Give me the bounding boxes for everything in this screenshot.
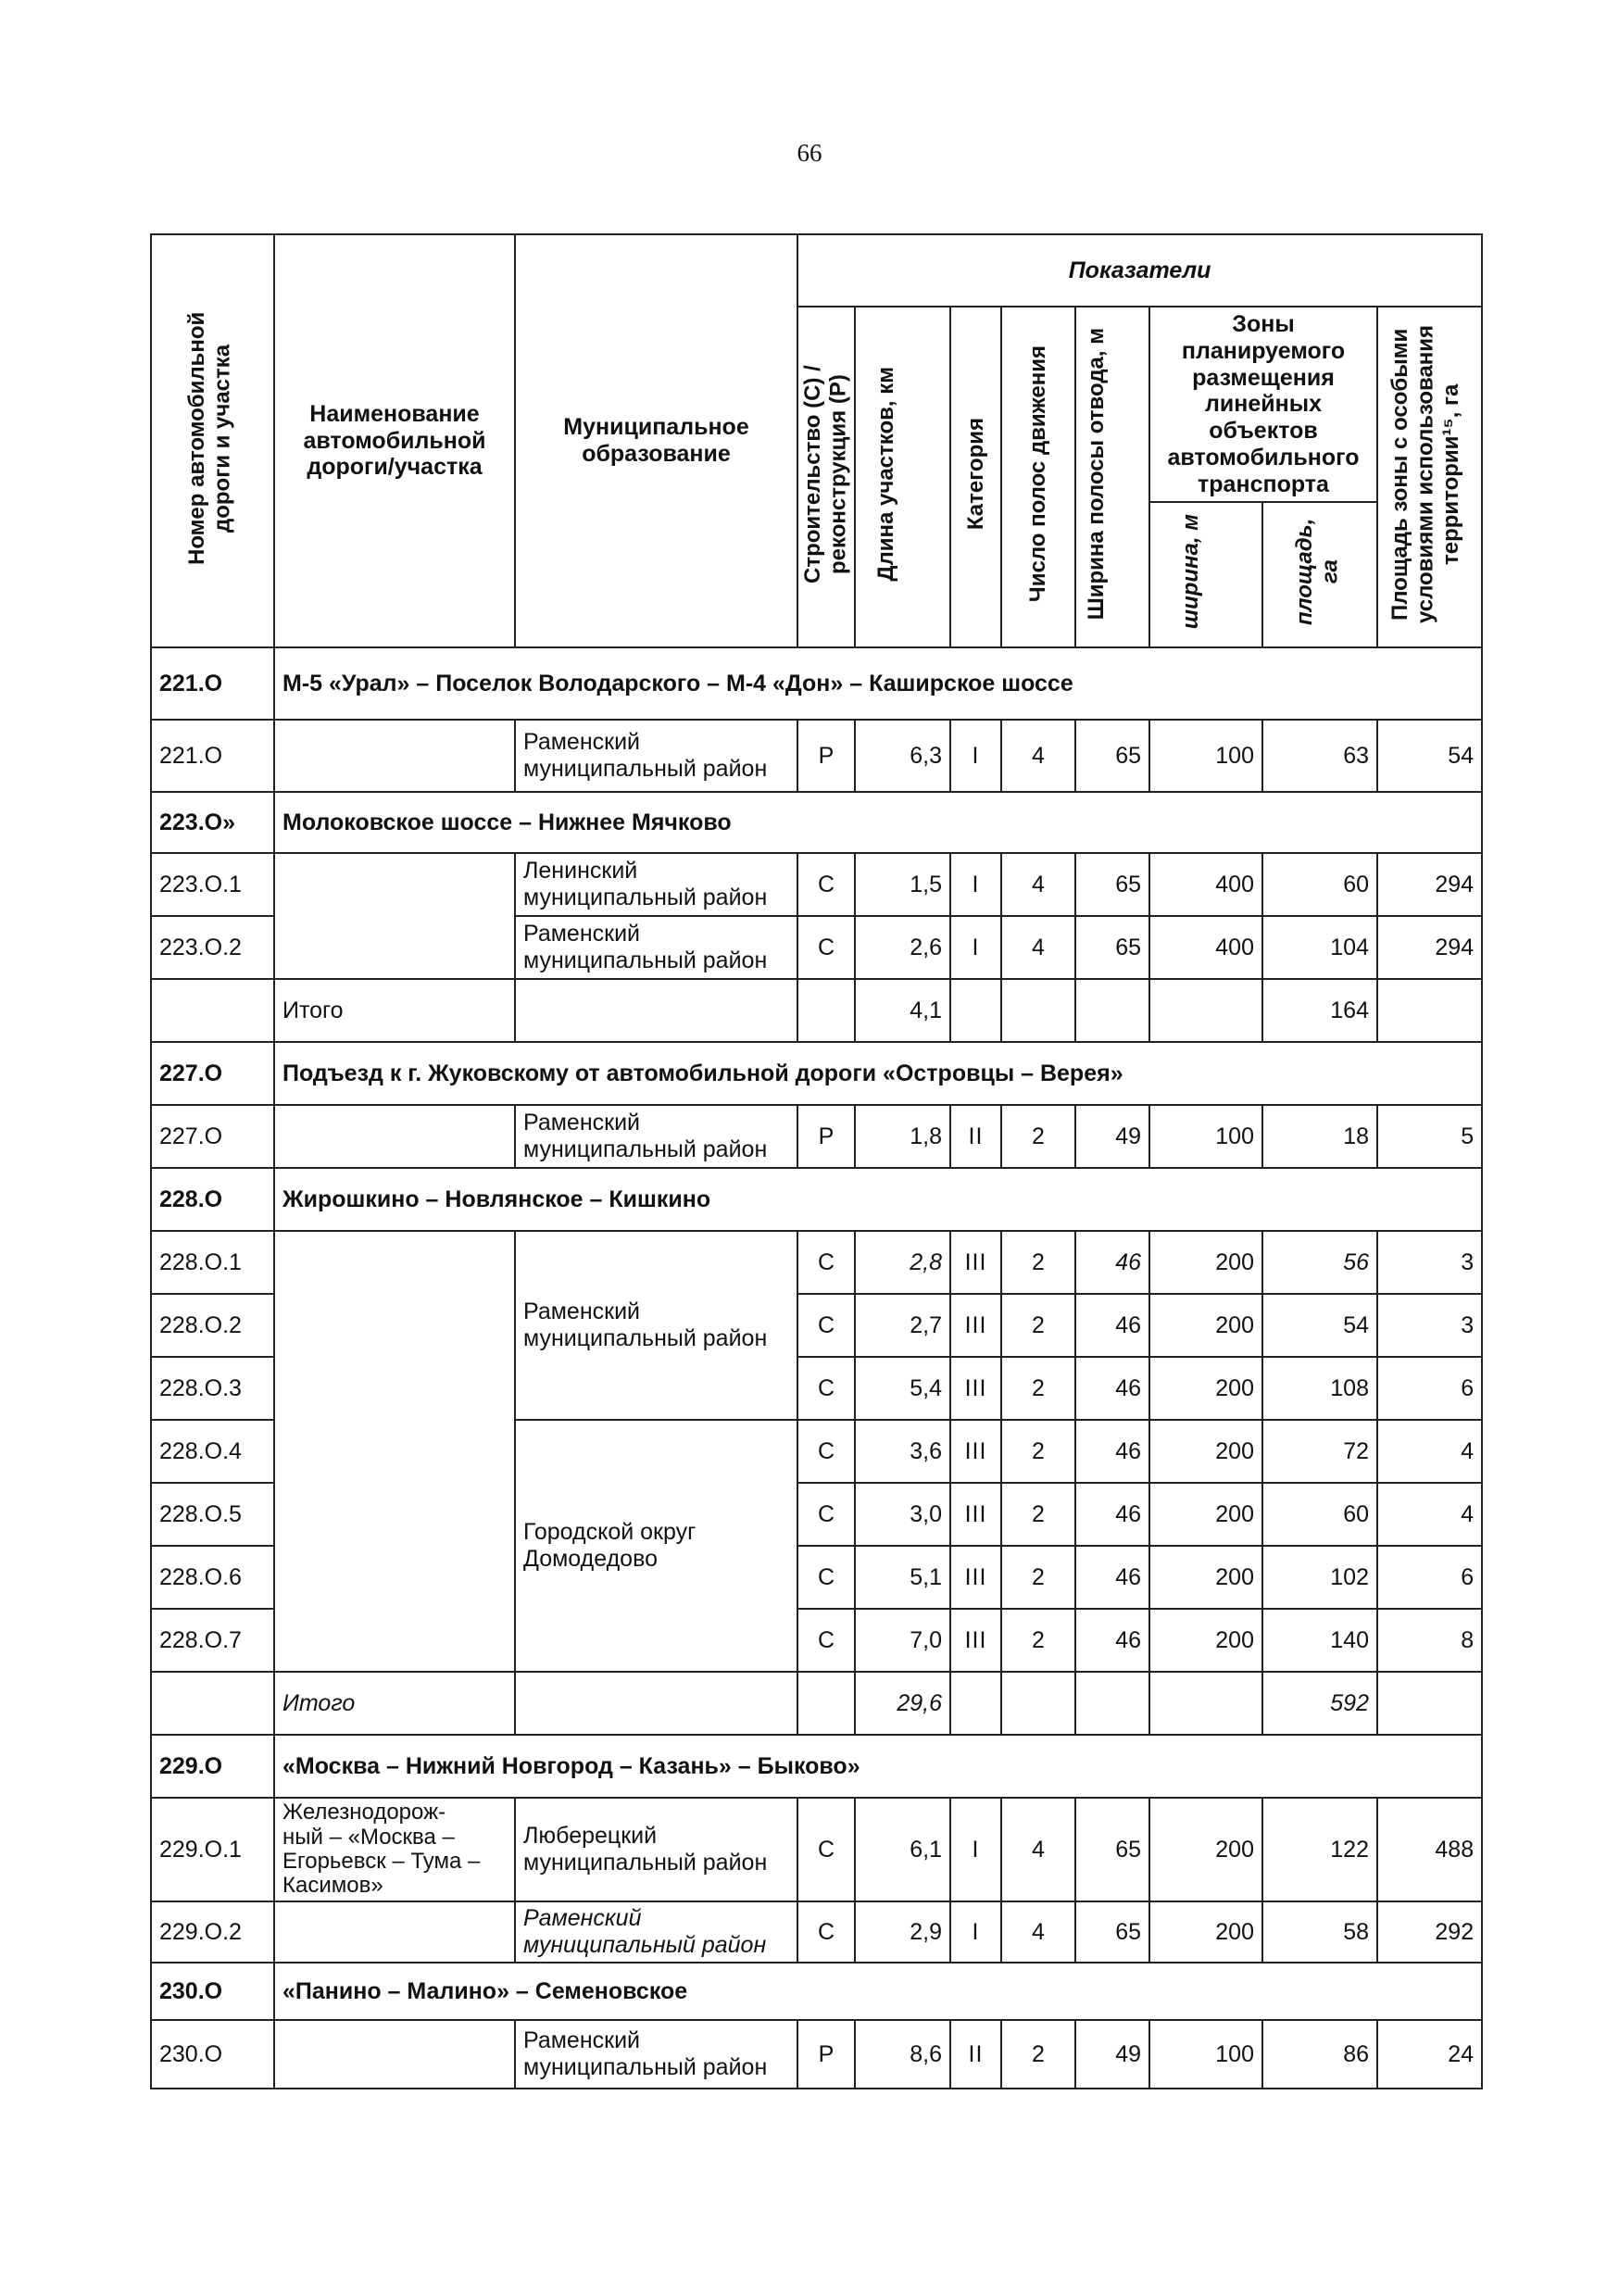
section-title: М-5 «Урал» – Поселок Володарского – М-4 «Дон» – Каширское шоссе xyxy=(274,647,1482,720)
row-type: С xyxy=(797,1901,855,1963)
row-name xyxy=(274,853,515,979)
row-zone-area: 56 xyxy=(1262,1231,1377,1294)
row-length: 2,9 xyxy=(855,1901,950,1963)
row-lanes: 2 xyxy=(1001,1420,1075,1483)
row-row-width: 65 xyxy=(1075,916,1149,979)
row-row-width: 49 xyxy=(1075,1105,1149,1168)
table-row xyxy=(151,1105,1482,1168)
row-code: 228.О.2 xyxy=(151,1294,274,1357)
row-row-width: 65 xyxy=(1075,720,1149,792)
header-road-name: Наименование автомобильной дороги/участка xyxy=(274,234,515,647)
row-code: 221.О xyxy=(151,720,274,792)
row-category: I xyxy=(950,1798,1001,1901)
row-type: С xyxy=(797,1420,855,1483)
row-length: 3,6 xyxy=(855,1420,950,1483)
section-code: 223.О» xyxy=(151,792,274,853)
row-special: 294 xyxy=(1377,853,1482,916)
section-row xyxy=(151,1735,1482,1798)
row-special: 3 xyxy=(1377,1231,1482,1294)
row-zone-area: 86 xyxy=(1262,2020,1377,2089)
row-lanes: 4 xyxy=(1001,853,1075,916)
row-name xyxy=(274,1231,515,1672)
row-municipality: Городской округ Домодедово xyxy=(515,1420,797,1672)
row-category: III xyxy=(950,1231,1001,1294)
row-zone-area: 54 xyxy=(1262,1294,1377,1357)
row-code: 228.О.1 xyxy=(151,1231,274,1294)
header-special-zone: Площадь зоны с особыми условиями использования территории¹⁵, га xyxy=(1377,307,1482,647)
row-code: 230.О xyxy=(151,2020,274,2089)
row-code: 229.О.1 xyxy=(151,1798,274,1901)
total-zone-area: 592 xyxy=(1262,1672,1377,1735)
row-zone-width: 200 xyxy=(1149,1357,1262,1420)
section-title: Молоковское шоссе – Нижнее Мячково xyxy=(274,792,1482,853)
row-type: Р xyxy=(797,2020,855,2089)
row-category: III xyxy=(950,1546,1001,1609)
row-zone-width: 100 xyxy=(1149,720,1262,792)
row-category: I xyxy=(950,853,1001,916)
row-length: 5,1 xyxy=(855,1546,950,1609)
row-type: С xyxy=(797,1357,855,1420)
section-code: 221.О xyxy=(151,647,274,720)
row-type: С xyxy=(797,1231,855,1294)
row-type: Р xyxy=(797,1105,855,1168)
row-category: I xyxy=(950,1901,1001,1963)
header-zone-width: ширина, м xyxy=(1149,502,1262,647)
row-row-width: 46 xyxy=(1075,1483,1149,1546)
row-zone-width: 400 xyxy=(1149,853,1262,916)
row-lanes: 2 xyxy=(1001,1483,1075,1546)
table-row xyxy=(151,853,1482,916)
row-zone-area: 60 xyxy=(1262,853,1377,916)
row-zone-width: 200 xyxy=(1149,1609,1262,1672)
row-zone-width: 400 xyxy=(1149,916,1262,979)
row-code: 228.О.3 xyxy=(151,1357,274,1420)
header-row-width: Ширина полосы отвода, м xyxy=(1075,307,1149,647)
row-lanes: 4 xyxy=(1001,1798,1075,1901)
section-row xyxy=(151,1168,1482,1231)
row-special: 8 xyxy=(1377,1609,1482,1672)
row-type: С xyxy=(797,1798,855,1901)
row-zone-area: 58 xyxy=(1262,1901,1377,1963)
row-zone-width: 200 xyxy=(1149,1546,1262,1609)
row-length: 7,0 xyxy=(855,1609,950,1672)
row-code: 228.О.5 xyxy=(151,1483,274,1546)
row-length: 5,4 xyxy=(855,1357,950,1420)
header-lanes: Число полос движения xyxy=(1001,307,1075,647)
row-zone-area: 108 xyxy=(1262,1357,1377,1420)
row-municipality: Ленинский муниципальный район xyxy=(515,853,797,916)
row-category: III xyxy=(950,1294,1001,1357)
row-zone-area: 60 xyxy=(1262,1483,1377,1546)
row-length: 1,8 xyxy=(855,1105,950,1168)
row-zone-area: 72 xyxy=(1262,1420,1377,1483)
row-lanes: 4 xyxy=(1001,720,1075,792)
section-code: 229.О xyxy=(151,1735,274,1798)
header-zone-area: площадь, га xyxy=(1262,502,1377,647)
table-row xyxy=(151,2020,1482,2089)
row-special: 6 xyxy=(1377,1357,1482,1420)
total-length: 29,6 xyxy=(855,1672,950,1735)
row-length: 6,3 xyxy=(855,720,950,792)
row-type: С xyxy=(797,853,855,916)
row-zone-area: 140 xyxy=(1262,1609,1377,1672)
row-row-width: 65 xyxy=(1075,853,1149,916)
header-construction: Строительство (С) / реконструкция (Р) xyxy=(797,307,855,647)
row-category: II xyxy=(950,2020,1001,2089)
row-municipality: Раменский муниципальный район xyxy=(515,2020,797,2089)
row-special: 292 xyxy=(1377,1901,1482,1963)
row-special: 6 xyxy=(1377,1546,1482,1609)
row-length: 2,7 xyxy=(855,1294,950,1357)
section-row xyxy=(151,647,1482,720)
row-zone-width: 200 xyxy=(1149,1798,1262,1901)
row-municipality: Раменский муниципальный район xyxy=(515,1231,797,1420)
row-code: 228.О.4 xyxy=(151,1420,274,1483)
row-category: III xyxy=(950,1483,1001,1546)
header-zones: Зоны планируемого размещения линейных объектов автомобильного транспорта xyxy=(1149,307,1377,502)
row-special: 294 xyxy=(1377,916,1482,979)
row-row-width: 46 xyxy=(1075,1231,1149,1294)
row-length: 1,5 xyxy=(855,853,950,916)
section-row xyxy=(151,1963,1482,2020)
row-special: 488 xyxy=(1377,1798,1482,1901)
row-zone-area: 18 xyxy=(1262,1105,1377,1168)
row-zone-width: 100 xyxy=(1149,1105,1262,1168)
row-special: 4 xyxy=(1377,1483,1482,1546)
row-zone-width: 200 xyxy=(1149,1483,1262,1546)
row-row-width: 46 xyxy=(1075,1294,1149,1357)
header-category: Категория xyxy=(950,307,1001,647)
total-label: Итого xyxy=(274,979,515,1042)
row-municipality: Люберецкий муниципальный район xyxy=(515,1798,797,1901)
row-length: 3,0 xyxy=(855,1483,950,1546)
row-name xyxy=(274,2020,515,2089)
total-zone-area: 164 xyxy=(1262,979,1377,1042)
row-type: С xyxy=(797,1546,855,1609)
row-special: 4 xyxy=(1377,1420,1482,1483)
total-row xyxy=(151,979,1482,1042)
section-title: Подъезд к г. Жуковскому от автомобильной дороги «Островцы – Верея» xyxy=(274,1042,1482,1105)
table-row xyxy=(151,720,1482,792)
row-code: 228.О.7 xyxy=(151,1609,274,1672)
row-zone-area: 122 xyxy=(1262,1798,1377,1901)
row-type: С xyxy=(797,916,855,979)
row-type: С xyxy=(797,1609,855,1672)
row-category: III xyxy=(950,1609,1001,1672)
row-category: III xyxy=(950,1420,1001,1483)
row-municipality: Раменский муниципальный район xyxy=(515,720,797,792)
row-code: 229.О.2 xyxy=(151,1901,274,1963)
row-lanes: 2 xyxy=(1001,1609,1075,1672)
row-row-width: 65 xyxy=(1075,1901,1149,1963)
row-length: 2,6 xyxy=(855,916,950,979)
row-lanes: 2 xyxy=(1001,1546,1075,1609)
row-special: 5 xyxy=(1377,1105,1482,1168)
row-category: I xyxy=(950,720,1001,792)
section-code: 230.О xyxy=(151,1963,274,2020)
total-row xyxy=(151,1672,1482,1735)
row-code: 228.О.6 xyxy=(151,1546,274,1609)
row-lanes: 2 xyxy=(1001,1294,1075,1357)
row-zone-area: 102 xyxy=(1262,1546,1377,1609)
row-zone-area: 104 xyxy=(1262,916,1377,979)
row-length: 8,6 xyxy=(855,2020,950,2089)
row-code: 223.О.2 xyxy=(151,916,274,979)
row-row-width: 65 xyxy=(1075,1798,1149,1901)
row-special: 54 xyxy=(1377,720,1482,792)
section-title: «Москва – Нижний Новгород – Казань» – Быково» xyxy=(274,1735,1482,1798)
row-type: Р xyxy=(797,720,855,792)
row-type: С xyxy=(797,1294,855,1357)
row-row-width: 46 xyxy=(1075,1420,1149,1483)
row-zone-width: 200 xyxy=(1149,1901,1262,1963)
header-road-number: Номер автомобильной дороги и участка xyxy=(151,234,274,647)
row-name xyxy=(274,720,515,792)
row-special: 24 xyxy=(1377,2020,1482,2089)
row-category: III xyxy=(950,1357,1001,1420)
row-lanes: 2 xyxy=(1001,1105,1075,1168)
section-row xyxy=(151,1042,1482,1105)
row-name xyxy=(274,1105,515,1168)
row-zone-area: 63 xyxy=(1262,720,1377,792)
row-code: 223.О.1 xyxy=(151,853,274,916)
section-title: «Панино – Малино» – Семеновское xyxy=(274,1963,1482,2020)
total-length: 4,1 xyxy=(855,979,950,1042)
row-length: 6,1 xyxy=(855,1798,950,1901)
row-municipality: Раменский муниципальный район xyxy=(515,1105,797,1168)
row-row-width: 49 xyxy=(1075,2020,1149,2089)
row-municipality: Раменский муниципальный район xyxy=(515,1901,797,1963)
header-indicators: Показатели xyxy=(797,234,1482,307)
row-lanes: 2 xyxy=(1001,1231,1075,1294)
row-name xyxy=(274,1901,515,1963)
row-lanes: 4 xyxy=(1001,916,1075,979)
section-title: Жирошкино – Новлянское – Кишкино xyxy=(274,1168,1482,1231)
table-row xyxy=(151,1231,1482,1294)
row-name: Железнодорож-ный – «Москва – Егорьевск – Тума – Касимов» xyxy=(274,1798,515,1901)
row-special: 3 xyxy=(1377,1294,1482,1357)
row-type: С xyxy=(797,1483,855,1546)
row-zone-width: 100 xyxy=(1149,2020,1262,2089)
section-code: 228.О xyxy=(151,1168,274,1231)
section-row xyxy=(151,792,1482,853)
row-row-width: 46 xyxy=(1075,1609,1149,1672)
row-category: I xyxy=(950,916,1001,979)
row-municipality: Раменский муниципальный район xyxy=(515,916,797,979)
row-zone-width: 200 xyxy=(1149,1420,1262,1483)
row-lanes: 4 xyxy=(1001,1901,1075,1963)
row-code: 227.О xyxy=(151,1105,274,1168)
row-length: 2,8 xyxy=(855,1231,950,1294)
row-lanes: 2 xyxy=(1001,2020,1075,2089)
row-row-width: 46 xyxy=(1075,1357,1149,1420)
table-row xyxy=(151,1901,1482,1963)
row-zone-width: 200 xyxy=(1149,1294,1262,1357)
row-zone-width: 200 xyxy=(1149,1231,1262,1294)
header-municipality: Муниципальное образование xyxy=(515,234,797,647)
road-indicators-table xyxy=(150,233,1483,2089)
header-length: Длина участков, км xyxy=(855,307,950,647)
total-label: Итого xyxy=(274,1672,515,1735)
page-number: 66 xyxy=(797,139,822,167)
row-row-width: 46 xyxy=(1075,1546,1149,1609)
row-category: II xyxy=(950,1105,1001,1168)
section-code: 227.О xyxy=(151,1042,274,1105)
row-lanes: 2 xyxy=(1001,1357,1075,1420)
table-row xyxy=(151,1798,1482,1901)
